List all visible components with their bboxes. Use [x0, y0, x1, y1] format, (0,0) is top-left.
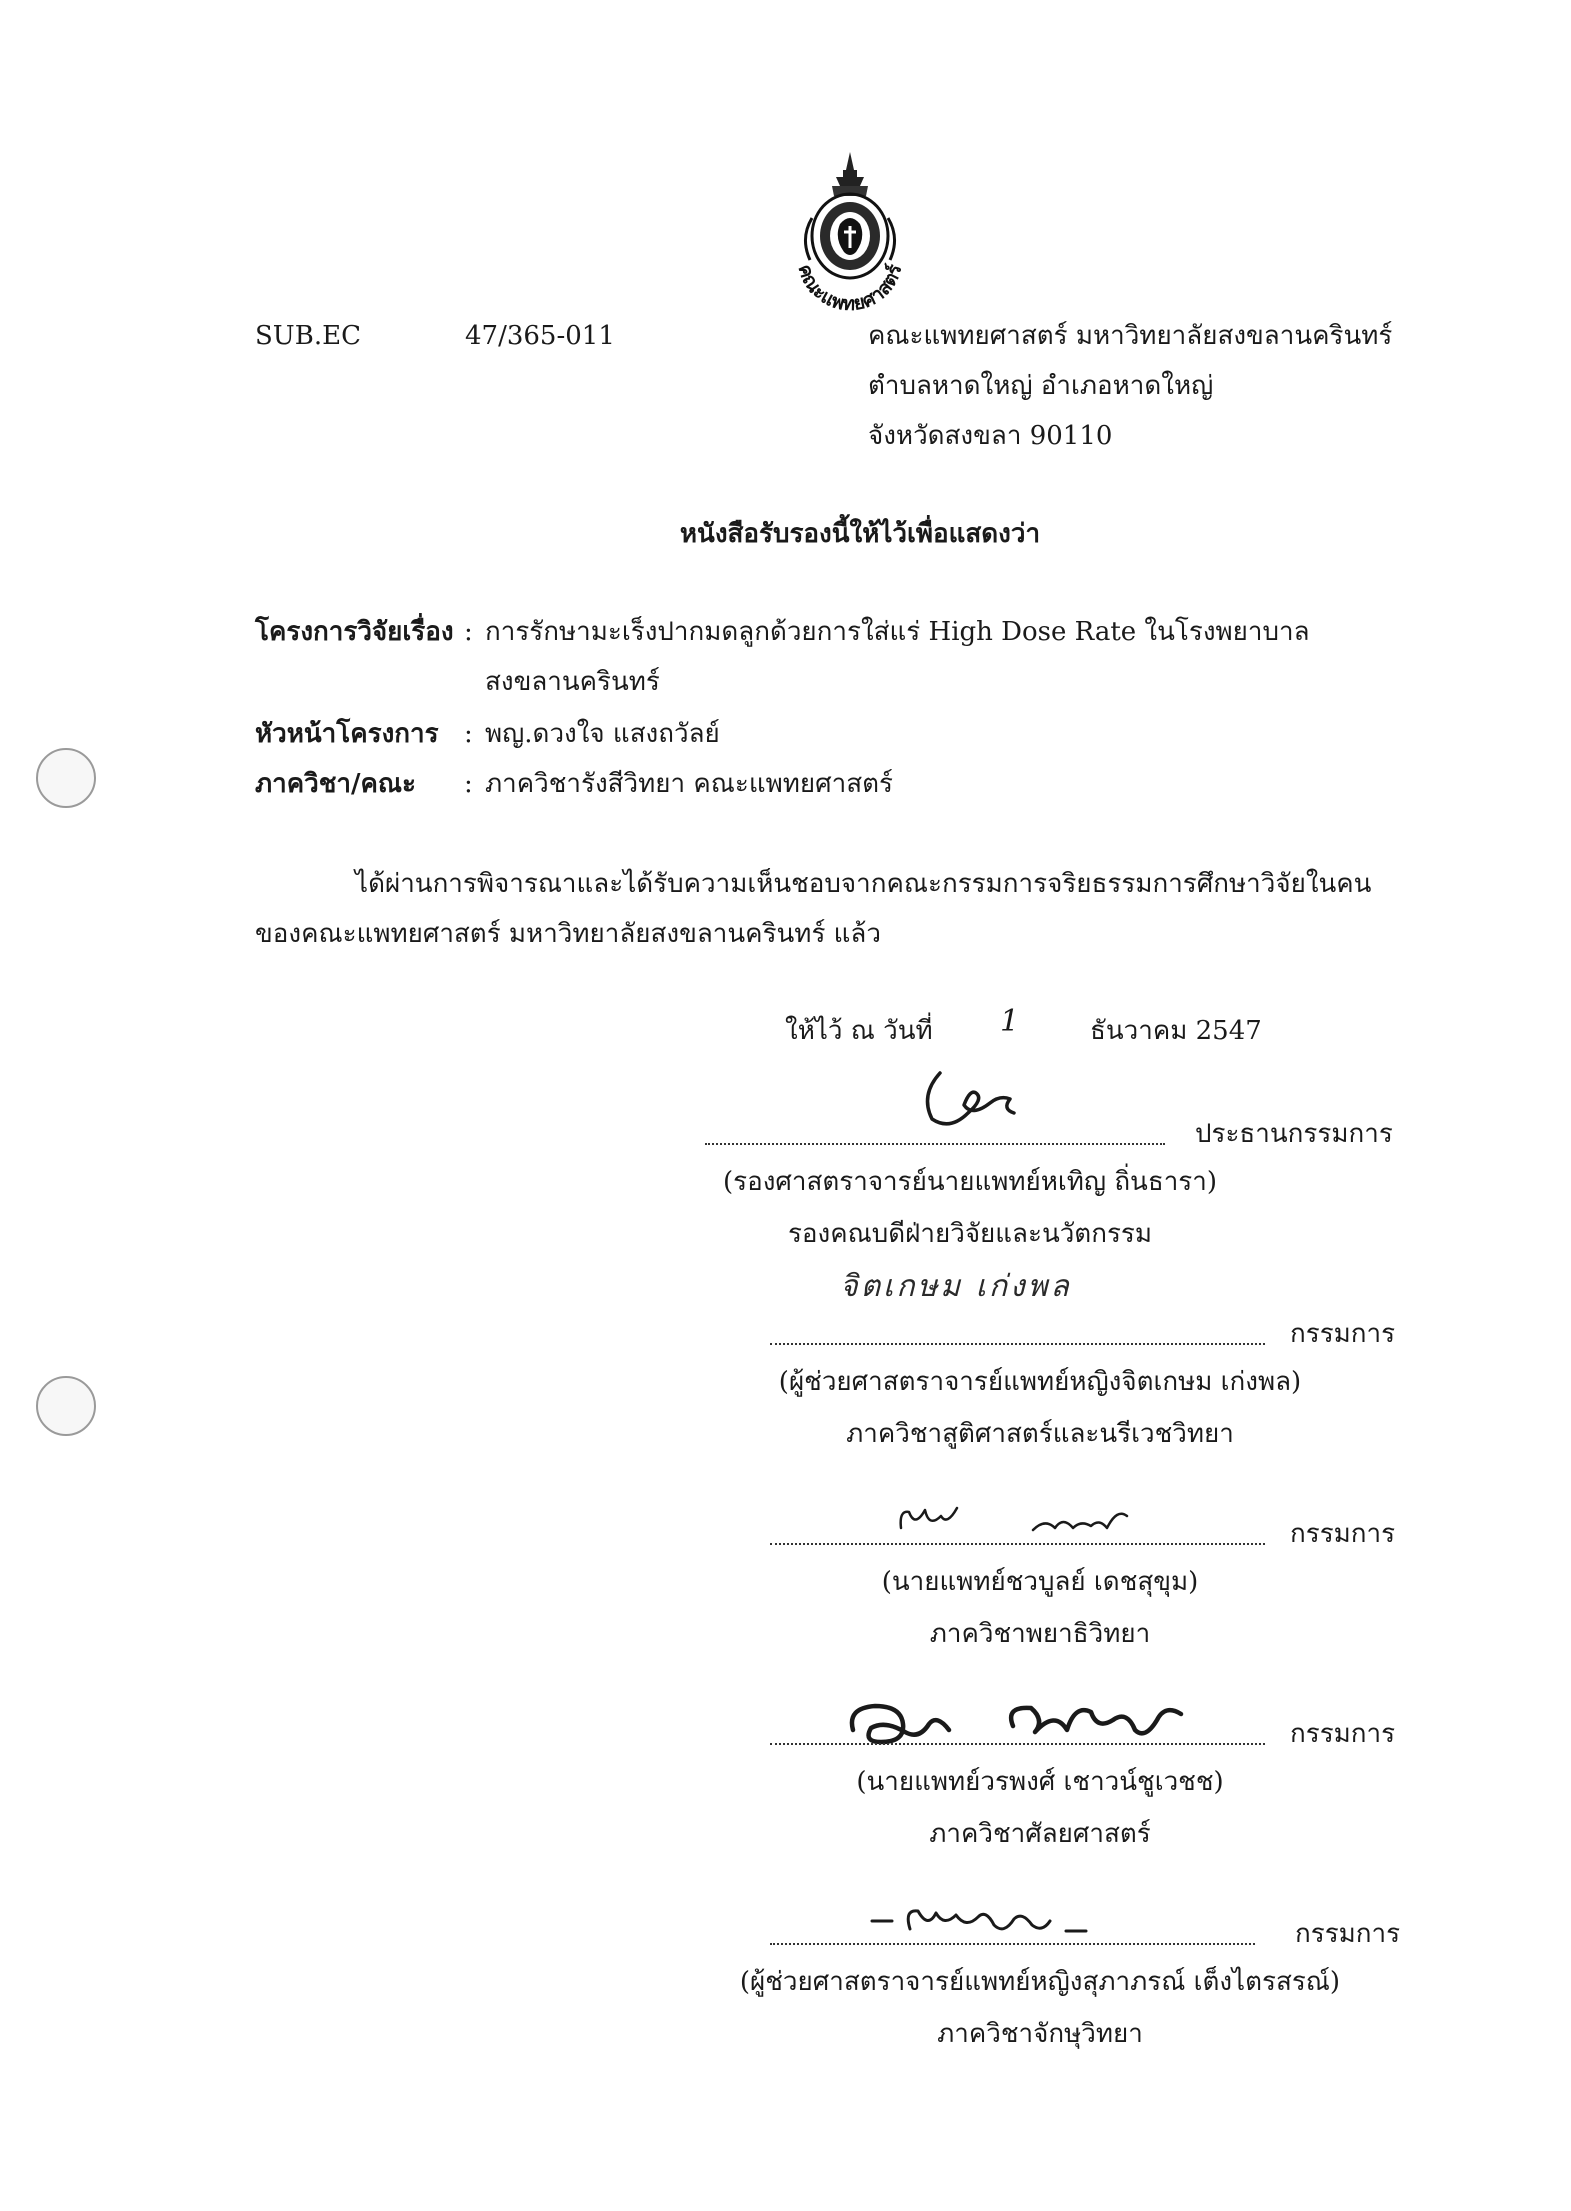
position-member-2: ภาควิชาพยาธิวิทยา: [929, 1619, 1151, 1649]
address-line-2: ตำบลหาดใหญ่ อำเภอหาดใหญ่: [868, 371, 1214, 401]
date-day-handwritten: 1: [1000, 1004, 1020, 1039]
position-member-1: ภาควิชาสูติศาสตร์และนรีเวชวิทยา: [846, 1419, 1234, 1449]
handwriting-member-1: จิตเกษม เก่งพล: [840, 1269, 1072, 1304]
department-value: ภาควิชารังสีวิทยา คณะแพทยศาสตร์: [485, 769, 893, 799]
faculty-seal: [780, 148, 920, 318]
document-heading: หนังสือรับรองนี้ให้ไว้เพื่อแสดงว่า: [679, 519, 1041, 549]
project-title-line-2: สงขลานครินทร์: [485, 667, 660, 697]
role-member-3: กรรมการ: [1290, 1719, 1396, 1749]
seal-emblem-icon: [780, 148, 920, 318]
leader-value: พญ.ดวงใจ แสงถวัลย์: [485, 719, 720, 749]
role-chair: ประธานกรรมการ: [1195, 1119, 1393, 1149]
signature-line-chair: [705, 1143, 1165, 1145]
name-chair: (รองศาสตราจารย์นายแพทย์หเทิญ ถิ่นธารา): [722, 1167, 1218, 1197]
reference-code: SUB.EC: [255, 321, 361, 351]
signature-line-member-2: [770, 1543, 1265, 1545]
role-member-1: กรรมการ: [1290, 1319, 1396, 1349]
name-member-3: (นายแพทย์วรพงศ์ เชาวน์ชูเวชช): [856, 1767, 1224, 1797]
department-separator: :: [464, 769, 473, 799]
signature-member-2: [895, 1498, 1155, 1548]
signature-member-4: [870, 1895, 1100, 1945]
position-member-4: ภาควิชาจักษุวิทยา: [937, 2019, 1143, 2049]
role-member-4: กรรมการ: [1295, 1919, 1401, 1949]
address-line-3: จังหวัดสงขลา 90110: [868, 421, 1113, 451]
body-line-1: ได้ผ่านการพิจารณาและได้รับความเห็นชอบจากคณะกรรมการจริยธรรมการศึกษาวิจัยในคน: [355, 869, 1372, 899]
address-line-1: คณะแพทยศาสตร์ มหาวิทยาลัยสงขลานครินทร์: [868, 321, 1393, 351]
project-title-line-1: การรักษามะเร็งปากมดลูกด้วยการใส่แร่ High Dose Rate ในโรงพยาบาล: [485, 617, 1310, 647]
date-month-year: ธันวาคม 2547: [1090, 1016, 1262, 1046]
role-member-2: กรรมการ: [1290, 1519, 1396, 1549]
signature-line-member-1: [770, 1343, 1265, 1345]
punch-hole-top: [36, 748, 96, 808]
name-member-1: (ผู้ช่วยศาสตราจารย์แพทย์หญิงจิตเกษม เก่งพล): [778, 1367, 1302, 1397]
seal-text: คณะแพทยศาสตร์: [793, 261, 907, 316]
signature-member-3: [845, 1690, 1205, 1760]
leader-separator: :: [464, 719, 473, 749]
date-prefix: ให้ไว้ ณ วันที่: [785, 1016, 933, 1046]
leader-label: หัวหน้าโครงการ: [255, 719, 439, 749]
reference-number: 47/365-011: [465, 321, 615, 351]
position-member-3: ภาควิชาศัลยศาสตร์: [929, 1819, 1151, 1849]
signature-line-member-3: [770, 1743, 1265, 1745]
signature-line-member-4: [770, 1943, 1255, 1945]
signature-chair: [910, 1065, 1030, 1135]
project-label: โครงการวิจัยเรื่อง: [255, 617, 454, 647]
name-member-4: (ผู้ช่วยศาสตราจารย์แพทย์หญิงสุภาภรณ์ เต็งไตรสรณ์): [739, 1967, 1341, 1997]
punch-hole-bottom: [36, 1376, 96, 1436]
body-line-2: ของคณะแพทยศาสตร์ มหาวิทยาลัยสงขลานครินทร์ แล้ว: [255, 919, 881, 949]
name-member-2: (นายแพทย์ชวบูลย์ เดชสุขุม): [881, 1567, 1199, 1597]
department-label: ภาควิชา/คณะ: [255, 769, 416, 799]
project-separator: :: [464, 617, 473, 647]
position-chair: รองคณบดีฝ่ายวิจัยและนวัตกรรม: [787, 1219, 1153, 1249]
